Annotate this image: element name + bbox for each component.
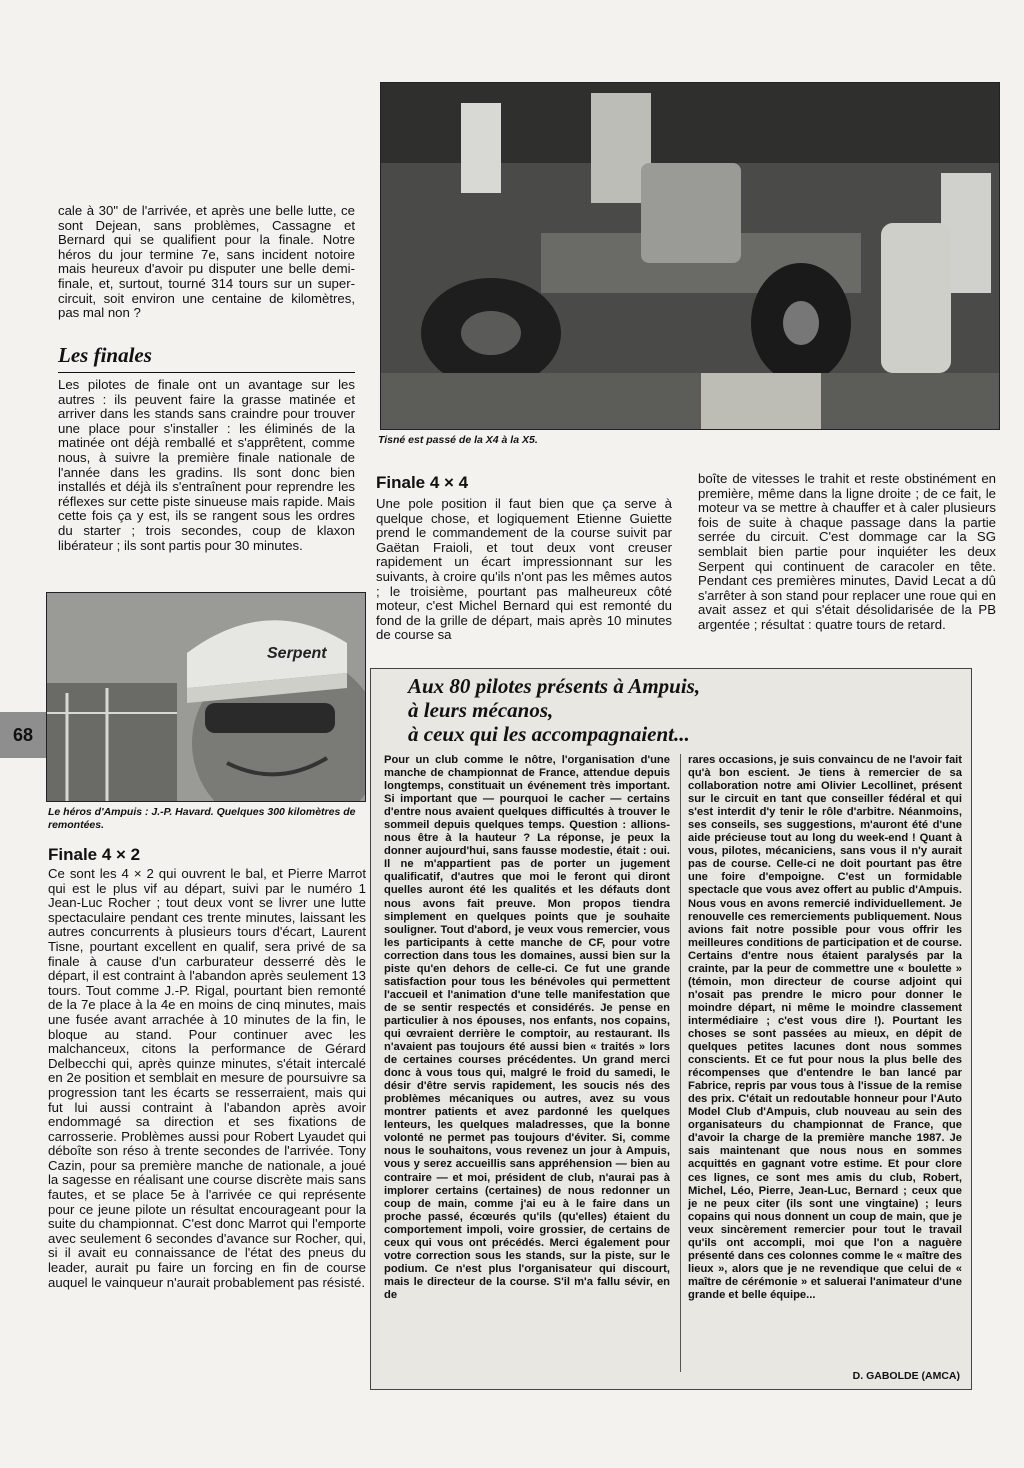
letter-box-title-line-1: Aux 80 pilotes présents à Ampuis, <box>408 674 701 698</box>
letter-box-title-line-3: à ceux qui les accompagnaient... <box>408 722 690 746</box>
letter-col-1: Pour un club comme le nôtre, l'organisation d'une manche de championnat de France, attendue depuis longtemps, constituait un événement très important. Si important que — pourquoi le cacher — certains d'entre nous avaient quelques difficultés à trouver le sommeil depuis quelques temps. Question : allions-nous être à la hauteur ? La réponse, je peux la donner aujourd'hui, sans fausse modestie, était : oui. Il ne m'appartient pas de porter un jugement qualificatif, d'autres que moi le feront qui diront quelles auront été les qualités et les défauts dont nous avons fait preuve. Mon propos tiendra simplement en quelques points que je souhaite souligner. Tout d'abord, je veux vous remercier, vous les participants à cette manche de CF, pour votre correction dans tous les domaines, aussi bien sur la piste qu'en dehors de celle-ci. Ce fut une grande satisfaction pour tous les bénévoles qui permettent l'accueil et l'animation d'une telle manifestation que de se sentir respectés et considérés. Je pense en particulier à nos épouses, nos enfants, nos copains, qui œvraient derrière le comptoir, au restaurant. Ils n'avaient pas toujours été aussi bien « traités » lors de certaines courses précédentes. Un grand merci donc à vous tous qui, malgré le froid du samedi, le désir d'être servis rapidement, les soucis nés des problèmes mécaniques ou autres, avez su vous montrer patients et avez pardonné les quelques lenteurs, les quelques maladresses, que la bonne volonté ne permet pas toujours d'éviter. Si, comme nous le souhaitons, vous revenez un jour à Ampuis, vous y serez accueillis sans appréhension — bien au contraire — et moi, président de club, n'aurai pas à implorer certains (certaines) de nous redonner un coup de main, comme j'ai eu à le faire dans un proche passé, écœurés qu'ils (qu'elles) étaient du comportement impoli, voire grossier, de certains de ceux qui vous ont précédés. Merci également pour votre correction sous les stands, sur la piste, sur le podium. Ce n'est plus l'organisateur qui discourt, mais le directeur de la course. S'il m'a fallu sévir, en de <box>384 754 670 1301</box>
rc-car-photo <box>380 82 1000 430</box>
cap-logo-text: Serpent <box>267 645 327 662</box>
letter-box-title-line-2: à leurs mécanos, <box>408 698 554 722</box>
finale-4x4-text: Une pole position il faut bien que ça serve à quelque chose, et logiquement Etienne Guiette prend le commandement de la course suivit par Gaëtan Fraioli, et tout deux vont creuser rapidement un écart impressionnant sur les suivants, à croire qu'ils n'ont pas les mêmes autos ; le troisième, pourtant pas malheureux côté moteur, c'est Michel Bernard qui est remonté du fond de la grille de départ, mais après 10 minutes de course sa <box>376 496 672 643</box>
les-finales-heading: Les finales <box>58 343 355 373</box>
portrait-photo-caption: Le héros d'Ampuis : J.-P. Havard. Quelques 300 kilomètres de remontées. <box>48 806 356 831</box>
finale-4x2-text: Ce sont les 4 × 2 qui ouvrent le bal, et Pierre Marrot qui est le plus vif au départ, suivi par le numéro 1 Jean-Luc Rocher ; tout deux vont se livrer une lutte spectaculaire pendant ces trente minutes, laissant les autres concurrents à plusieurs tours d'écart, Laurent Tisne, pourtant excellent en qualif, sera privé de sa finale à cause d'un carburateur desserré dès le départ, il est contraint à l'abandon après seulement 13 tours. Tout comme J.-P. Rigal, pourtant bien remonté de la 7e place à la 4e en moins de cinq minutes, mais une fusée avant arrachée à 10 minutes de la fin, le bloque au stand. Pour continuer avec les malchanceux, citons la performance de Gérard Delbecchi qui, après quinze minutes, s'était intercalé en 2e position et semblait en mesure de poursuivre sa progression tant les écarts se resserraient, mais qui fut lui aussi contraint à l'abandon après avoir endommagé sa direction et ses fixations de carrosserie. Problèmes aussi pour Robert Lyaudet qui déboîte son réso à trente secondes de l'arrivée. Tony Cazin, pour sa première manche de nationale, a joué la sagesse en réalisant une course discrète mais sans fautes, et se place 5e à l'arrivée ce qui représente pour ce jeune pilote un résultat encourageant pour la suite du championnat. C'est donc Marrot qui l'emporte avec seulement 6 secondes d'avance sur Rocher, qui, si il avait eu connaissance de l'état des pneus du leader, aurait pu faire un forcing en fin de course auquel le vainqueur n'aurait probablement pas résisté. <box>48 866 366 1290</box>
page-number: 68 <box>0 712 46 758</box>
column-divider <box>680 754 681 1372</box>
portrait-photo <box>46 592 366 802</box>
letter-signature: D. GABOLDE (AMCA) <box>852 1370 960 1382</box>
letter-box-title <box>408 674 948 746</box>
finale-4x4-text-cont: boîte de vitesses le trahit et reste obstinément en première, même dans la ligne droite ; de ce fait, le moteur va se mettre à chauffer et à caler plusieurs fois de suite à chaque passage dans la partie serrée du circuit. C'est dommage car la SG semblait bien partie pour inquiéter les deux Serpent qui continuent de caracoler en tête. Pendant ces premières minutes, David Lecat a dû s'arrêter à son stand pour replacer une roue qui en avait assez et qui s'était désolidarisée de la PB argentée ; résultat : quatre tours de retard. <box>698 471 996 632</box>
intro-paragraph: cale à 30" de l'arrivée, et après une belle lutte, ce sont Dejean, sans problèmes, Cassagne et Bernard qui se qualifient pour la finale. Notre héros du jour termine 7e, sans incident notoire mais heureux d'avoir pu disputer une belle demi-finale, et, surtout, tourné 314 tours sur un super-circuit, soit environ une centaine de kilomètres, pas mal non ? <box>58 203 355 321</box>
finale-4x4-heading: Finale 4 × 4 <box>376 473 469 492</box>
les-finales-text: Les pilotes de finale ont un avantage sur les autres : ils peuvent faire la grasse matinée et arriver dans les stands sans craindre pour trouver une place pour s'installer : les éliminés de la matinée ont déjà remballé et s'apprêtent, comme nous, à suivre la première finale nationale de l'année dans les gradins. Ils sont donc bien installés et déjà ils s'entraînent pour reprendre les réflexes sur cette piste sinueuse mais rapide. Mais cette fois ça y est, ils se rangent sous les ordres du starter ; trois secondes, coup de klaxon libérateur ; ils sont partis pour 30 minutes. <box>58 377 355 553</box>
top-photo-caption: Tisné est passé de la X4 à la X5. <box>378 434 538 446</box>
finale-4x2-heading: Finale 4 × 2 <box>48 845 141 864</box>
letter-col-2: rares occasions, je suis convaincu de ne l'avoir fait qu'à bon escient. Je tiens à remercier de sa collaboration notre ami Olivier Lecollinet, présent sur le circuit en tant que conseiller fédéral et qui s'est interdit d'y tenir le rôle d'arbitre. Néanmoins, ses conseils, ses suggestions, m'auront été d'une aide précieuse tout au long du week-end ! Quant à vous, pilotes, mécaniciens, sans vous il n'y aurait pas de course. Celle-ci ne doit pourtant pas être une foire d'empoigne. C'est un formidable spectacle que vous avez offert au public d'Ampuis. Nous vous en avons remercié individuellement. Je renouvelle ces remerciements publiquement. Nous avions fait notre possible pour vous offrir les meilleures conditions de participation et de course. Certains d'entre nous étaient paralysés par la crainte, par la peur de commettre une « boulette » (témoin, mon directeur de course adjoint qui n'osait pas prendre le micro pour donner le moindre départ, ni même le moindre classement intermédiaire ; c'est vous dire !). Pourtant les choses se sont passées au mieux, en dépit de quelques petites lacunes dont nous sommes conscients. Et ce fut pour nous la plus belle des récompenses que d'entendre le ban lancé par Fabrice, repris par vous tous à l'issue de la remise des prix. C'était un redoutable honneur pour l'Auto Model Club d'Ampuis, club nouveau au sein des organisateurs du championnat de France, que d'avoir la charge de la première manche 1987. Je sais maintenant que nous nous en sommes acquittés en gagnant votre estime. Et pour clore ces lignes, ce sont mes amis du club, Robert, Michel, Léo, Pierre, Jean-Luc, Bernard ; ceux que je ne peux citer (ils sont une vingtaine) ; leurs copains qui nous donnent un coup de main, que je veux sincèrement remercier pour tout le travail qu'ils ont accompli, moi que l'on a naguère présenté dans ces colonnes comme le « maître des lieux », alors que je ne revendique que celui de « maître de cérémonie » et saluerai l'animateur d'une grande et belle équipe... <box>688 754 962 1301</box>
